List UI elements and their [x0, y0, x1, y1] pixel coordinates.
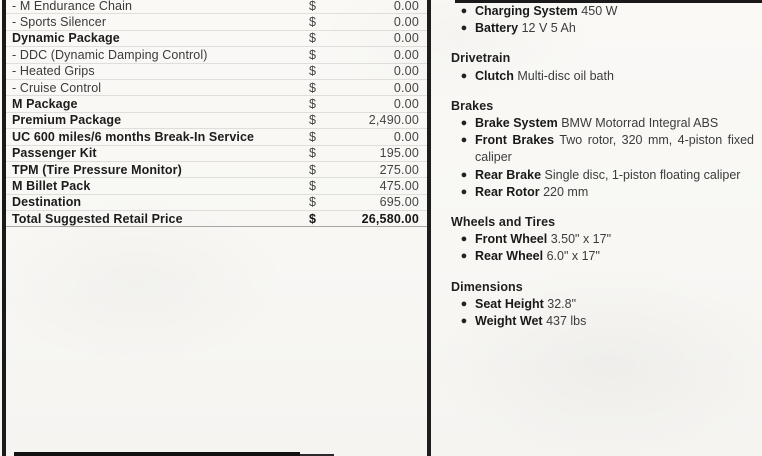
price-amount: 0.00 — [393, 15, 419, 30]
price-amount: 475.00 — [379, 178, 419, 193]
price-row — [6, 177, 427, 193]
spec-item-text — [475, 248, 758, 265]
spec-item-value: 220 mm — [543, 184, 589, 199]
currency-symbol: $ — [309, 211, 316, 226]
spec-section-heading: Drivetrain — [451, 51, 511, 66]
spec-item-label: Battery — [475, 21, 519, 36]
spec-item-label: Seat Height — [475, 296, 544, 311]
price-row — [6, 30, 427, 46]
scan-artifact-bottom-bar — [14, 452, 300, 456]
spec-item — [445, 167, 758, 184]
spec-item-value: Single disc, 1-piston floating caliper — [544, 167, 741, 182]
price-row — [6, 63, 427, 79]
spec-item — [445, 3, 758, 20]
currency-symbol: $ — [309, 162, 316, 177]
scan-artifact-top-line — [455, 0, 762, 3]
currency-symbol: $ — [309, 31, 316, 46]
spec-item-label: Rear Wheel — [475, 249, 544, 264]
bullet-icon: ● — [460, 22, 468, 35]
currency-symbol: $ — [309, 15, 316, 30]
price-item-label: UC 600 miles/6 months Break-In Service — [12, 129, 255, 144]
price-row — [6, 145, 427, 161]
price-row — [6, 95, 427, 111]
spec-item-text — [475, 20, 758, 37]
spec-item — [445, 20, 758, 37]
spec-item-text — [475, 313, 758, 330]
spec-section-heading: Brakes — [451, 98, 494, 113]
price-row — [6, 79, 427, 95]
price-amount: 0.00 — [393, 64, 419, 79]
spec-item — [445, 231, 758, 248]
price-item-label: Total Suggested Retail Price — [12, 211, 183, 226]
spec-item-label: Rear Rotor — [475, 184, 540, 199]
currency-symbol: $ — [309, 80, 316, 95]
price-item-label: Premium Package — [12, 113, 122, 128]
price-item-label: M Billet Pack — [12, 178, 91, 193]
price-row — [6, 194, 427, 210]
price-row — [6, 112, 427, 128]
currency-symbol: $ — [309, 178, 316, 193]
spec-item — [445, 132, 758, 166]
spec-item-label: Rear Brake — [475, 167, 542, 182]
bullet-icon: ● — [460, 315, 468, 328]
price-item-label: - Cruise Control — [12, 80, 102, 95]
price-item-label: Destination — [12, 195, 82, 210]
currency-symbol: $ — [309, 47, 316, 62]
spec-section — [445, 279, 758, 331]
spec-section — [445, 98, 758, 201]
spec-item-label: Clutch — [475, 68, 514, 83]
spec-list — [445, 3, 758, 330]
price-row — [6, 0, 427, 13]
spec-item — [445, 248, 758, 265]
bullet-icon: ● — [460, 69, 468, 82]
bullet-icon: ● — [460, 5, 468, 17]
spec-item — [445, 184, 758, 201]
price-amount: 275.00 — [379, 162, 419, 177]
spec-item-text — [475, 3, 758, 20]
price-item-label: Dynamic Package — [12, 31, 120, 46]
spec-item-text — [475, 68, 758, 85]
spec-item-label: Front Wheel — [475, 232, 548, 247]
spec-item-value: BMW Motorrad Integral ABS — [561, 116, 719, 131]
price-amount: 0.00 — [393, 129, 419, 144]
bullet-icon: ● — [460, 297, 468, 310]
price-amount: 0.00 — [393, 47, 419, 62]
spec-item-value: 450 W — [581, 4, 618, 18]
spec-item-label: Brake System — [475, 116, 558, 131]
currency-symbol: $ — [309, 113, 316, 128]
spec-item-text — [475, 115, 758, 132]
spec-item-label: Front Brakes — [475, 133, 555, 148]
bullet-icon: ● — [460, 185, 468, 198]
spec-item-text — [475, 184, 758, 201]
price-amount: 695.00 — [379, 195, 419, 210]
bullet-icon: ● — [460, 250, 468, 263]
spec-item — [445, 115, 758, 132]
bullet-icon: ● — [460, 134, 468, 147]
price-amount: 0.00 — [393, 97, 419, 112]
price-amount: 0.00 — [393, 0, 419, 13]
spec-item-label: Charging System — [475, 4, 578, 18]
price-amount: 2,490.00 — [368, 113, 419, 128]
spec-item-text — [475, 132, 758, 166]
spec-item-text — [475, 167, 758, 184]
spec-item-value: Two rotor, 320 mm, 4-piston fixed caliper — [475, 133, 755, 165]
price-item-label: - Heated Grips — [12, 64, 95, 79]
price-item-label: TPM (Tire Pressure Monitor) — [12, 162, 182, 177]
currency-symbol: $ — [309, 0, 316, 13]
spec-item-label: Weight Wet — [475, 314, 543, 329]
price-amount: 0.00 — [393, 80, 419, 95]
price-row — [6, 161, 427, 177]
spec-item-value: 3.50" x 17" — [550, 232, 612, 247]
spec-section — [445, 50, 758, 84]
spec-item-value: 12 V 5 Ah — [521, 21, 576, 36]
currency-symbol: $ — [309, 129, 316, 144]
price-table-rows — [6, 0, 427, 227]
currency-symbol: $ — [309, 195, 316, 210]
spec-item-value: 437 lbs — [546, 314, 587, 329]
price-amount: 0.00 — [393, 31, 419, 46]
price-item-label: - M Endurance Chain — [12, 0, 133, 13]
spec-item-value: Multi-disc oil bath — [517, 68, 614, 83]
currency-symbol: $ — [309, 97, 316, 112]
price-item-label: M Package — [12, 97, 78, 112]
bullet-icon: ● — [460, 233, 468, 246]
spec-section — [445, 214, 758, 266]
spec-item — [445, 68, 758, 85]
bullet-icon: ● — [460, 117, 468, 130]
price-item-label: Passenger Kit — [12, 146, 97, 161]
price-row — [6, 210, 427, 227]
spec-item-value: 32.8" — [547, 296, 577, 311]
currency-symbol: $ — [309, 64, 316, 79]
bullet-icon: ● — [460, 168, 468, 181]
price-amount: 26,580.00 — [361, 211, 419, 226]
price-item-label: - DDC (Dynamic Damping Control) — [12, 47, 208, 62]
spec-section-heading: Wheels and Tires — [451, 215, 556, 230]
spec-item — [445, 313, 758, 330]
price-table — [2, 0, 431, 456]
spec-item-value: 6.0" x 17" — [546, 249, 600, 264]
price-row — [6, 13, 427, 29]
spec-section-heading: Dimensions — [451, 279, 523, 294]
spec-item-text — [475, 296, 758, 313]
currency-symbol: $ — [309, 146, 316, 161]
price-row — [6, 128, 427, 144]
spec-item-text — [475, 231, 758, 248]
spec-section — [445, 3, 758, 37]
price-item-label: - Sports Silencer — [12, 15, 107, 30]
price-amount: 195.00 — [379, 146, 419, 161]
spec-item — [445, 296, 758, 313]
price-row — [6, 46, 427, 62]
